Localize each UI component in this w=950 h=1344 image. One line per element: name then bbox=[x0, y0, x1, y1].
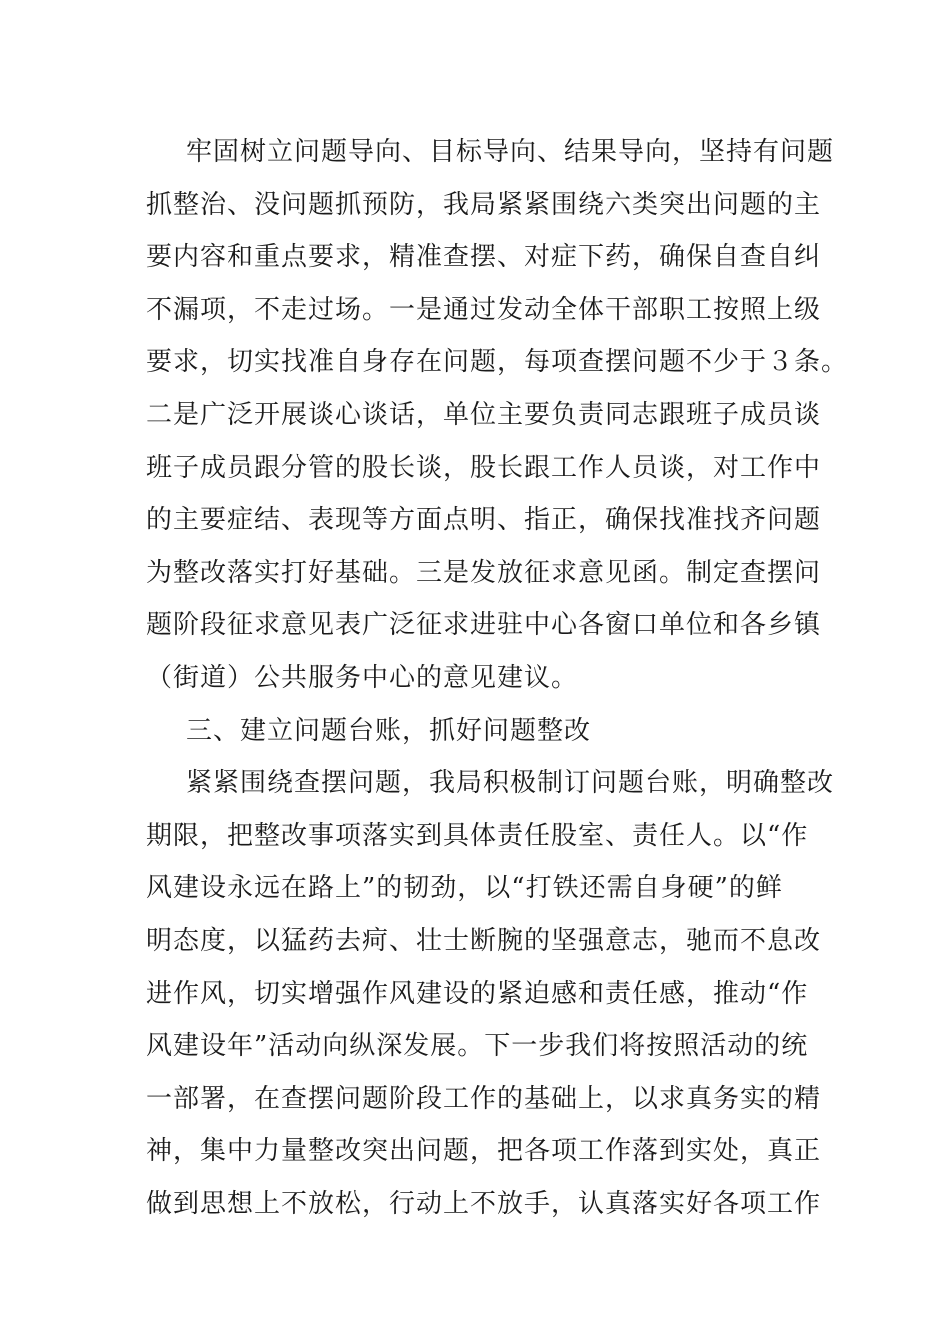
paragraph-line: 不漏项，不走过场。一是通过发动全体干部职工按照上级 bbox=[146, 294, 822, 325]
paragraph-line: 风建设年”活动向纵深发展。下一步我们将按照活动的统 bbox=[146, 1031, 809, 1062]
paragraph-line: 明态度，以猛药去疴、壮士断腕的坚强意志，驰而不息改 bbox=[146, 925, 822, 956]
paragraph-line: 期限，把整改事项落实到具体责任股室、责任人。以“作 bbox=[146, 820, 809, 851]
paragraph-line: 要求，切实找准自身存在问题，每项查摆问题不少于３条。 bbox=[146, 347, 849, 378]
paragraph-line: 抓整治、没问题抓预防，我局紧紧围绕六类突出问题的主 bbox=[146, 189, 822, 220]
paragraph-line: 的主要症结、表现等方面点明、指正，确保找准找齐问题 bbox=[146, 505, 822, 536]
paragraph-line: 班子成员跟分管的股长谈，股长跟工作人员谈，对工作中 bbox=[146, 452, 822, 483]
section-heading: 三、建立问题台账，抓好问题整改 bbox=[186, 715, 592, 746]
paragraph-line: 风建设永远在路上”的韧劲，以“打铁还需自身硬”的鲜 bbox=[146, 873, 783, 904]
paragraph-line: 题阶段征求意见表广泛征求进驻中心各窗口单位和各乡镇 bbox=[146, 610, 822, 641]
paragraph-line: 紧紧围绕查摆问题，我局积极制订问题台账，明确整改 bbox=[186, 768, 835, 799]
paragraph-line: 一部署，在查摆问题阶段工作的基础上，以求真务实的精 bbox=[146, 1083, 822, 1114]
document-body bbox=[146, 126, 849, 1230]
paragraph-line: 为整改落实打好基础。三是发放征求意见函。制定查摆问 bbox=[146, 557, 822, 588]
paragraph-line: （街道）公共服务中心的意见建议。 bbox=[146, 662, 579, 693]
paragraph-line: 要内容和重点要求，精准查摆、对症下药，确保自查自纠 bbox=[146, 242, 822, 273]
paragraph-line: 二是广泛开展谈心谈话，单位主要负责同志跟班子成员谈 bbox=[146, 399, 822, 430]
paragraph-line: 神，集中力量整改突出问题，把各项工作落到实处，真正 bbox=[146, 1136, 822, 1167]
paragraph-line: 做到思想上不放松，行动上不放手，认真落实好各项工作 bbox=[146, 1188, 822, 1219]
paragraph-line: 牢固树立问题导向、目标导向、结果导向，坚持有问题 bbox=[186, 137, 835, 167]
paragraph-line: 进作风，切实增强作风建设的紧迫感和责任感，推动“作 bbox=[146, 978, 809, 1009]
